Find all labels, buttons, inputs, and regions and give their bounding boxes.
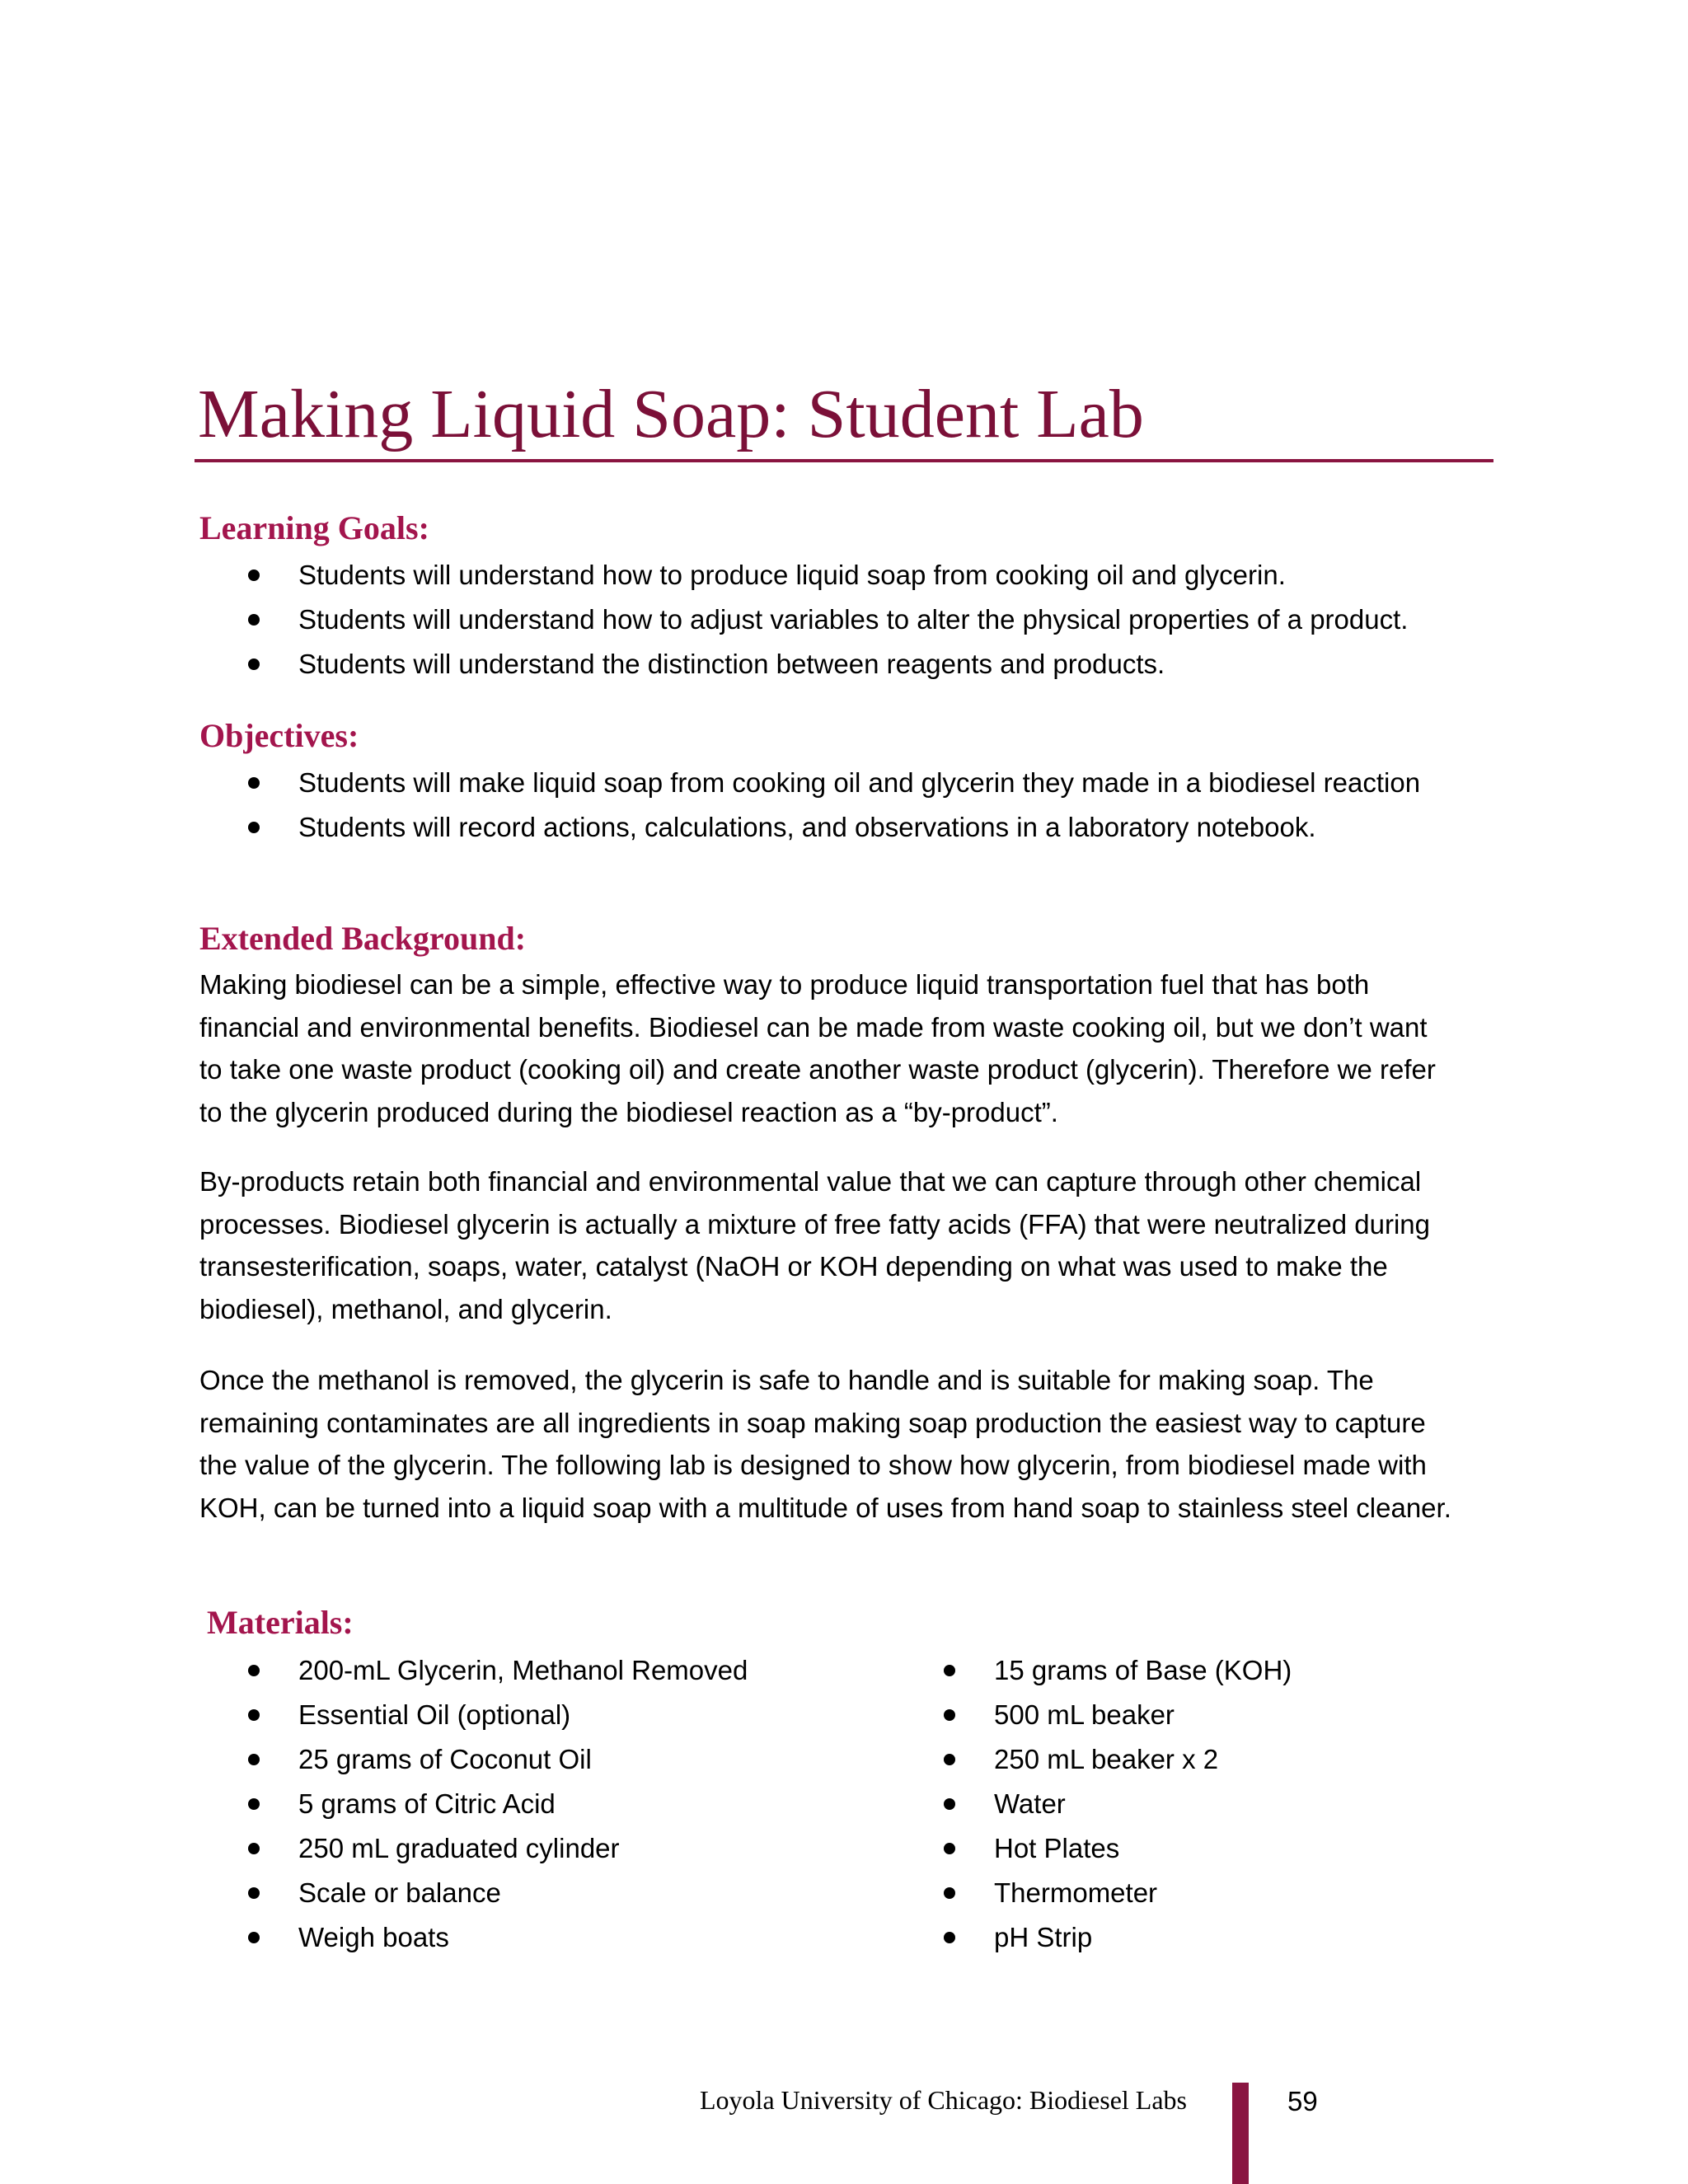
materials-heading: Materials: xyxy=(207,1604,354,1641)
background-paragraph-3 xyxy=(199,1359,1502,1529)
list-item: 25 grams of Coconut Oil xyxy=(199,1737,748,1782)
list-item: Students will understand how to produce liquid soap from cooking oil and glycerin. xyxy=(199,553,1408,598)
footer-text: Loyola University of Chicago: Biodiesel Labs xyxy=(700,2085,1187,2115)
list-item: 5 grams of Citric Acid xyxy=(199,1782,748,1826)
background-paragraph-2 xyxy=(199,1160,1502,1330)
materials-list-left xyxy=(199,1648,748,1960)
list-item: Students will record actions, calculations, and observations in a laboratory notebook. xyxy=(199,805,1420,850)
list-item: Students will make liquid soap from cooking oil and glycerin they made in a biodiesel reaction xyxy=(199,761,1420,805)
background-heading: Extended Background: xyxy=(199,920,527,957)
list-item: Hot Plates xyxy=(895,1826,1292,1871)
materials-list-right xyxy=(895,1648,1292,1960)
page-number: 59 xyxy=(1287,2086,1318,2116)
list-item: Essential Oil (optional) xyxy=(199,1693,748,1737)
paragraph-line: remaining contaminates are all ingredients in soap making soap production the easiest way to capture xyxy=(199,1407,1426,1438)
list-item: 250 mL graduated cylinder xyxy=(199,1826,748,1871)
list-item: 200-mL Glycerin, Methanol Removed xyxy=(199,1648,748,1693)
title-divider xyxy=(195,459,1493,462)
list-item: 15 grams of Base (KOH) xyxy=(895,1648,1292,1693)
list-item: 500 mL beaker xyxy=(895,1693,1292,1737)
background-paragraph-1 xyxy=(199,963,1502,1133)
learning-goals-list xyxy=(199,553,1408,687)
paragraph-line: KOH, can be turned into a liquid soap with a multitude of uses from hand soap to stainless steel cleaner. xyxy=(199,1492,1451,1523)
list-item: Scale or balance xyxy=(199,1871,748,1915)
list-item: Students will understand the distinction between reagents and products. xyxy=(199,642,1408,687)
paragraph-line: Once the methanol is removed, the glycerin is safe to handle and is suitable for making soap. The xyxy=(199,1365,1374,1395)
list-item: Weigh boats xyxy=(199,1915,748,1960)
list-item: 250 mL beaker x 2 xyxy=(895,1737,1292,1782)
list-item: Water xyxy=(895,1782,1292,1826)
paragraph-line: Making biodiesel can be a simple, effective way to produce liquid transportation fuel that has both xyxy=(199,969,1370,1000)
list-item: Thermometer xyxy=(895,1871,1292,1915)
paragraph-line: By-products retain both financial and environmental value that we can capture through other chemical xyxy=(199,1166,1422,1197)
objectives-heading: Objectives: xyxy=(199,717,359,754)
list-item: pH Strip xyxy=(895,1915,1292,1960)
objectives-list xyxy=(199,761,1420,850)
list-item: Students will understand how to adjust variables to alter the physical properties of a product. xyxy=(199,598,1408,642)
paragraph-line: transesterification, soaps, water, catalyst (NaOH or KOH depending on what was used to make the xyxy=(199,1251,1388,1282)
paragraph-line: the value of the glycerin. The following lab is designed to show how glycerin, from biodiesel made with xyxy=(199,1450,1427,1480)
page-title: Making Liquid Soap: Student Lab xyxy=(198,376,1144,452)
paragraph-line: biodiesel), methanol, and glycerin. xyxy=(199,1293,612,1324)
paragraph-line: financial and environmental benefits. Biodiesel can be made from waste cooking oil, but we don’t want xyxy=(199,1011,1428,1043)
paragraph-line: to the glycerin produced during the biodiesel reaction as a “by-product”. xyxy=(199,1096,1058,1127)
paragraph-line: to take one waste product (cooking oil) and create another waste product (glycerin). Therefore we refer xyxy=(199,1054,1436,1085)
footer-accent-bar xyxy=(1232,2083,1249,2184)
paragraph-line: processes. Biodiesel glycerin is actually a mixture of free fatty acids (FFA) that were neutralized during xyxy=(199,1208,1430,1240)
learning-goals-heading: Learning Goals: xyxy=(199,509,429,546)
